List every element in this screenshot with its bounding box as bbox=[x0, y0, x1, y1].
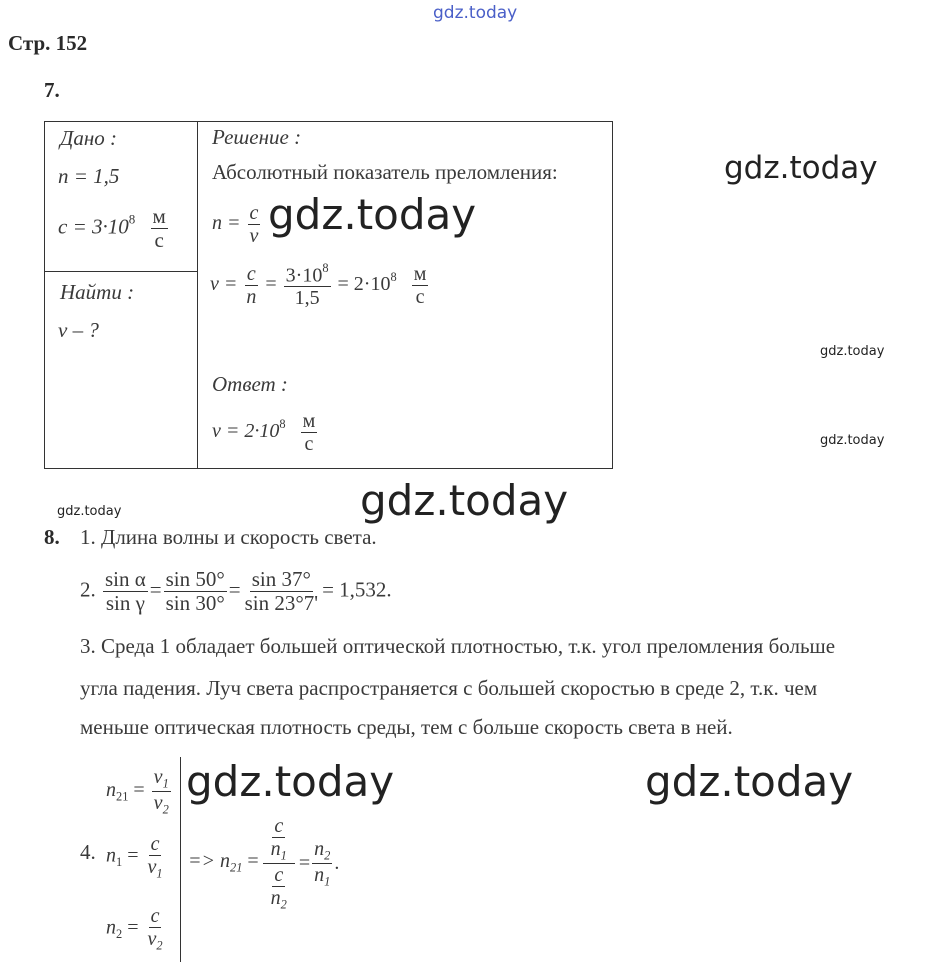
watermark: gdz.today bbox=[820, 344, 885, 359]
formula-n: n = $\frac{c}{v}$ bbox=[212, 202, 259, 247]
watermark-top: gdz.today bbox=[433, 3, 518, 23]
item-2: 2. $\frac{\text{sin α}}{\text{sin γ}}$ = $\frac{\sin 50^\circ}{\sin 30^\circ}$ = $\frac{\sin 37^\circ}{\sin 23^\circ 7'}$ = 1,532. bbox=[80, 567, 392, 616]
formula-v: v = $\frac{c}{n}$ = $\frac{3\cdot 10^8}{1,5}$ = $2\cdot 10^8$ $\frac{м}{с}$ bbox=[210, 261, 427, 310]
problem-8-number: 8. bbox=[44, 525, 60, 549]
item-3-line-1: 3. Среда 1 обладает большей оптической плотностью, т.к. угол преломления больше bbox=[80, 634, 836, 658]
item-3-line-3: меньше оптическая плотность среды, тем с больше скорость света в ней. bbox=[80, 715, 733, 739]
answer-title: Ответ : bbox=[212, 372, 288, 396]
watermark: gdz.today bbox=[820, 433, 885, 448]
solution-intro: Абсолютный показатель преломления: bbox=[212, 160, 558, 184]
watermark: gdz.today bbox=[57, 504, 122, 519]
given-n: n = 1,5 bbox=[58, 164, 120, 188]
answer-formula: $v = 2\cdot 10^8$ $\frac{м}{с}$ bbox=[212, 410, 316, 455]
given-c: $c = 3\cdot 10^8$ $\frac{м}{с}$ bbox=[58, 204, 166, 253]
find-title: Найти : bbox=[60, 280, 135, 304]
page-header: Стр. 152 bbox=[8, 31, 88, 55]
table-divider bbox=[197, 121, 198, 468]
formula-result: => $n_{21}$ = $\frac{\frac{c}{n_1}}{\frac{c}{n_2}}$ = $\frac{n_2}{n_1}$ . bbox=[188, 814, 340, 911]
item-4-label: 4. bbox=[80, 840, 96, 864]
table-divider bbox=[44, 271, 197, 272]
given-title: Дано : bbox=[60, 126, 118, 150]
formula-n21: $n_{21}$ = $\frac{v_1}{v_2}$ bbox=[106, 766, 169, 817]
watermark: gdz.today bbox=[268, 190, 477, 239]
watermark: gdz.today bbox=[645, 757, 854, 806]
problem-7-number: 7. bbox=[44, 78, 60, 102]
watermark: gdz.today bbox=[186, 757, 395, 806]
system-bar bbox=[180, 757, 181, 962]
formula-n1: $n_1$ = $\frac{c}{v_1}$ bbox=[106, 833, 163, 881]
watermark: gdz.today bbox=[724, 150, 878, 186]
item-3-line-2: угла падения. Луч света распространяется с большей скоростью в среде 2, т.к. чем bbox=[80, 676, 818, 700]
solution-title: Решение : bbox=[212, 125, 302, 149]
item-1: 1. Длина волны и скорость света. bbox=[80, 525, 377, 549]
find-item: v – ? bbox=[58, 318, 99, 342]
formula-n2: $n_2$ = $\frac{c}{v_2}$ bbox=[106, 905, 163, 953]
watermark: gdz.today bbox=[360, 476, 569, 525]
